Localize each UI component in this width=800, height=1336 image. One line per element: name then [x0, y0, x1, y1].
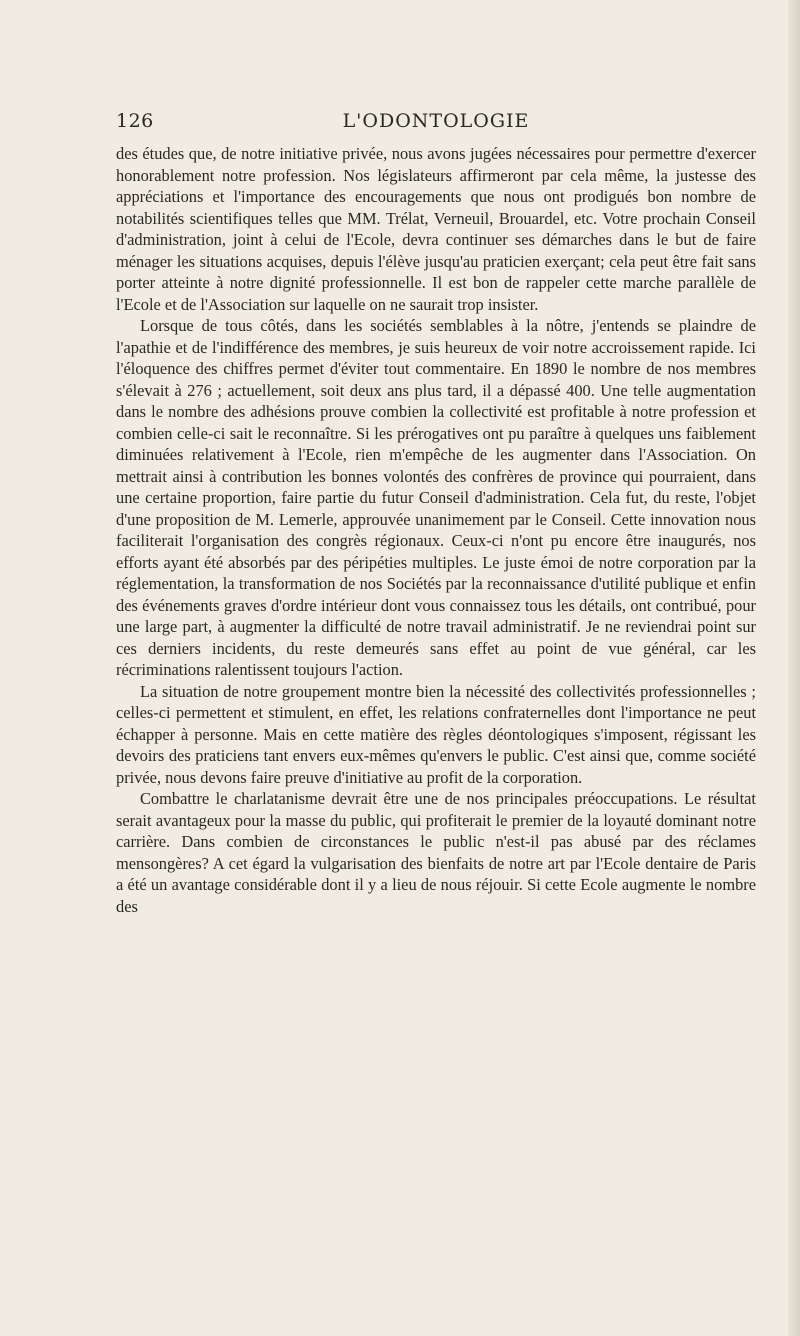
- body-text: [116, 143, 756, 917]
- page-edge: [788, 0, 800, 1336]
- running-head: [116, 110, 756, 136]
- paragraph-2: Lorsque de tous côtés, dans les sociétés semblables à la nôtre, j'entends se plaindre de l'apathie et de l'indifférence des membres, je suis heureux de voir notre accroissement rapide. Ici l'éloquence des chiffres permet d'éviter tout commentaire. En 1890 le nombre de nos membres s'élevait à 276 ; actuellement, soit deux ans plus tard, il a dépassé 400. Une telle augmentation dans le nombre des adhésions prouve combien la collectivité est profitable à notre profession et combien celle-ci sait le reconnaître. Si les prérogatives ont pu paraître à quelques uns faiblement diminuées relativement à l'Ecole, rien m'empêche de les augmenter dans l'Association. On mettrait ainsi à contribution les bonnes volontés des confrères de province qui pourraient, dans une certaine proportion, faire partie du futur Conseil d'administration. Cela fut, du reste, l'objet d'une proposition de M. Lemerle, approuvée unanimement par le Conseil. Cette innovation nous faciliterait l'organisation des congrès régionaux. Ceux-ci n'ont pu encore être inaugurés, nos efforts ayant été absorbés par des péripéties multiples. Le juste émoi de notre corporation par la réglementation, la transformation de nos Sociétés par la reconnaissance d'utilité publique et enfin des événements graves d'ordre intérieur dont vous connaissez tous les détails, ont contribué, pour une large part, à augmenter la difficulté de notre travail administratif. Je ne reviendrai point sur ces derniers incidents, du reste demeurés sans effet au point de vue général, car les récriminations ralentissent toujours l'action.: [116, 316, 756, 679]
- paragraph-4: Combattre le charlatanisme devrait être une de nos principales préoccupations. Le résultat serait avantageux pour la masse du public, qui profiterait le premier de la loyauté dominant notre carrière. Dans combien de circonstances le public n'est-il pas abusé par des réclames mensongères? A cet égard la vulgarisation des bienfaits de notre art par l'Ecole dentaire de Paris a été un avantage considérable dont il y a lieu de nous réjouir. Si cette Ecole augmente le nombre des: [116, 789, 756, 916]
- journal-title: L'ODONTOLOGIE: [342, 110, 530, 132]
- paragraph-3: La situation de notre groupement montre bien la nécessité des collectivités professionnelles ; celles-ci permettent et stimulent, en effet, les relations confraternelles dont l'importance ne peut échapper à personne. Mais en cette matière des règles déontologiques s'imposent, régissant les devoirs des praticiens tant envers eux-mêmes qu'envers le public. C'est ainsi que, comme société privée, nous devons faire preuve d'initiative au profit de la corporation.: [116, 681, 756, 787]
- paragraph-1: des études que, de notre initiative privée, nous avons jugées nécessaires pour permettre d'exercer honorablement notre profession. Nos législateurs affirmeront par cela même, la justesse des appréciations et l'importance des encouragements que nous ont prodigués bon nombre de notabilités scientifiques telles que MM. Trélat, Verneuil, Brouardel, etc. Votre prochain Conseil d'administration, joint à celui de l'Ecole, devra continuer ses démarches dans le but de faire ménager les situations acquises, depuis l'élève jusqu'au praticien exerçant; cela peut être fait sans porter atteinte à notre dignité professionnelle. Il est bon de rappeler cette marche parallèle de l'Ecole et de l'Association sur laquelle on ne saurait trop insister.: [116, 144, 756, 314]
- page-number: 126: [116, 110, 154, 132]
